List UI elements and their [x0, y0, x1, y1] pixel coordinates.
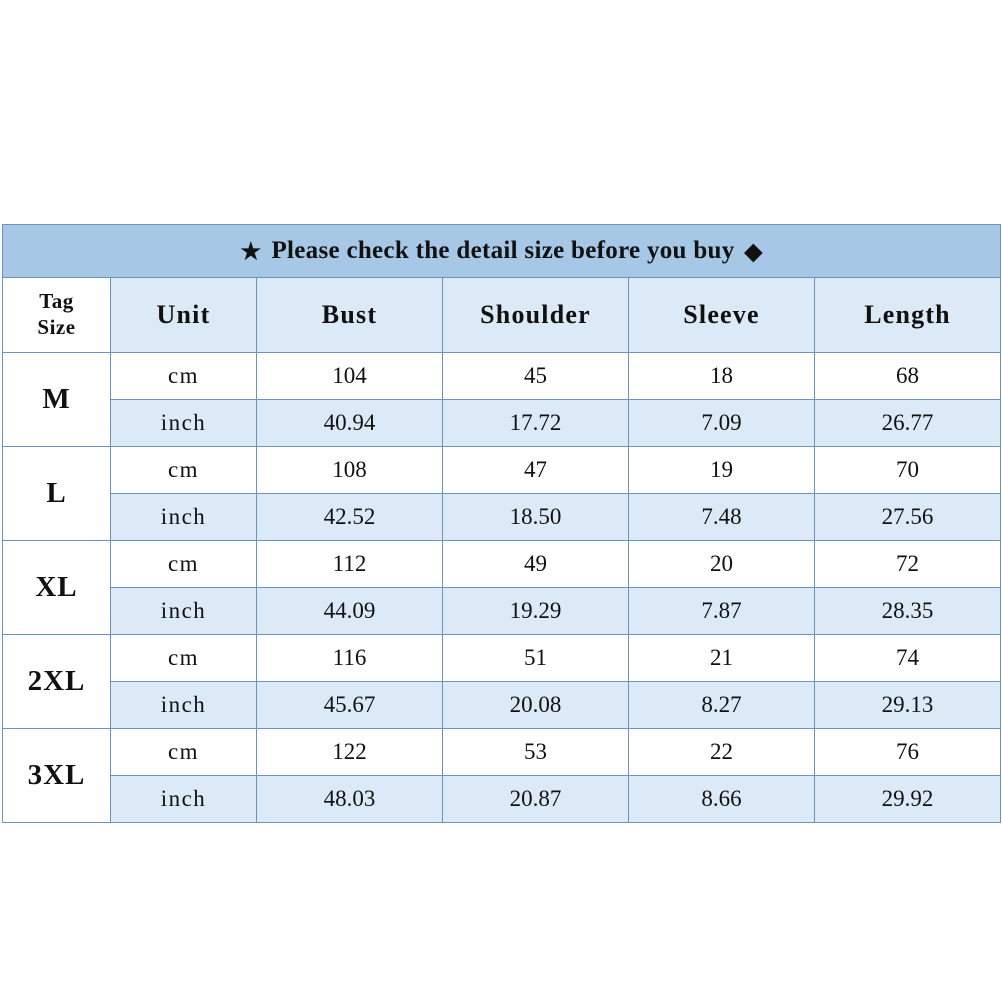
- shoulder-cm: 49: [443, 541, 629, 588]
- size-label: M: [3, 353, 111, 447]
- sleeve-inch: 7.87: [629, 588, 815, 635]
- header-tag-line1: Tag: [39, 289, 74, 314]
- banner-text: Please check the detail size before you buy: [271, 237, 735, 264]
- shoulder-cm: 53: [443, 729, 629, 776]
- length-cm: 72: [815, 541, 1001, 588]
- unit-label-cm: cm: [111, 353, 257, 400]
- unit-label-inch: inch: [111, 494, 257, 541]
- unit-label-cm: cm: [111, 635, 257, 682]
- length-cm: 68: [815, 353, 1001, 400]
- shoulder-cm: 47: [443, 447, 629, 494]
- table-row: [3, 541, 1001, 588]
- sleeve-cm: 18: [629, 353, 815, 400]
- table-row: [3, 447, 1001, 494]
- length-inch: 28.35: [815, 588, 1001, 635]
- unit-label-inch: inch: [111, 776, 257, 823]
- sleeve-cm: 21: [629, 635, 815, 682]
- table-row: [3, 494, 1001, 541]
- table-row: [3, 353, 1001, 400]
- table-row: [3, 682, 1001, 729]
- bust-inch: 42.52: [257, 494, 443, 541]
- shoulder-cm: 51: [443, 635, 629, 682]
- header-unit: Unit: [111, 278, 257, 353]
- banner-row: [3, 225, 1001, 278]
- size-label: 2XL: [3, 635, 111, 729]
- header-sleeve: Sleeve: [629, 278, 815, 353]
- bust-cm: 104: [257, 353, 443, 400]
- header-row: [3, 278, 1001, 353]
- size-label: XL: [3, 541, 111, 635]
- bust-cm: 116: [257, 635, 443, 682]
- length-inch: 26.77: [815, 400, 1001, 447]
- bust-cm: 108: [257, 447, 443, 494]
- unit-label-cm: cm: [111, 541, 257, 588]
- header-tag-line2: Size: [37, 315, 76, 339]
- sleeve-cm: 19: [629, 447, 815, 494]
- header-tag-size: [3, 278, 111, 353]
- unit-label-cm: cm: [111, 447, 257, 494]
- bust-cm: 112: [257, 541, 443, 588]
- table-row: [3, 400, 1001, 447]
- shoulder-cm: 45: [443, 353, 629, 400]
- banner-cell: [3, 225, 1001, 278]
- table-row: [3, 588, 1001, 635]
- bust-cm: 122: [257, 729, 443, 776]
- unit-label-inch: inch: [111, 682, 257, 729]
- table-row: [3, 776, 1001, 823]
- size-label: L: [3, 447, 111, 541]
- sleeve-cm: 20: [629, 541, 815, 588]
- diamond-icon: ◆: [744, 238, 763, 264]
- unit-label-cm: cm: [111, 729, 257, 776]
- shoulder-inch: 20.87: [443, 776, 629, 823]
- size-label: 3XL: [3, 729, 111, 823]
- sleeve-inch: 8.66: [629, 776, 815, 823]
- size-chart-table: [2, 224, 1001, 823]
- sleeve-inch: 7.09: [629, 400, 815, 447]
- header-bust: Bust: [257, 278, 443, 353]
- size-chart-table-container: [2, 224, 1000, 823]
- star-icon: ★: [240, 238, 262, 264]
- length-cm: 74: [815, 635, 1001, 682]
- unit-label-inch: inch: [111, 400, 257, 447]
- sleeve-inch: 7.48: [629, 494, 815, 541]
- table-row: [3, 729, 1001, 776]
- bust-inch: 45.67: [257, 682, 443, 729]
- length-inch: 29.92: [815, 776, 1001, 823]
- length-cm: 70: [815, 447, 1001, 494]
- sleeve-cm: 22: [629, 729, 815, 776]
- sleeve-inch: 8.27: [629, 682, 815, 729]
- table-row: [3, 635, 1001, 682]
- bust-inch: 48.03: [257, 776, 443, 823]
- bust-inch: 44.09: [257, 588, 443, 635]
- shoulder-inch: 17.72: [443, 400, 629, 447]
- shoulder-inch: 20.08: [443, 682, 629, 729]
- shoulder-inch: 18.50: [443, 494, 629, 541]
- unit-label-inch: inch: [111, 588, 257, 635]
- header-length: Length: [815, 278, 1001, 353]
- length-inch: 27.56: [815, 494, 1001, 541]
- bust-inch: 40.94: [257, 400, 443, 447]
- header-shoulder: Shoulder: [443, 278, 629, 353]
- shoulder-inch: 19.29: [443, 588, 629, 635]
- length-inch: 29.13: [815, 682, 1001, 729]
- length-cm: 76: [815, 729, 1001, 776]
